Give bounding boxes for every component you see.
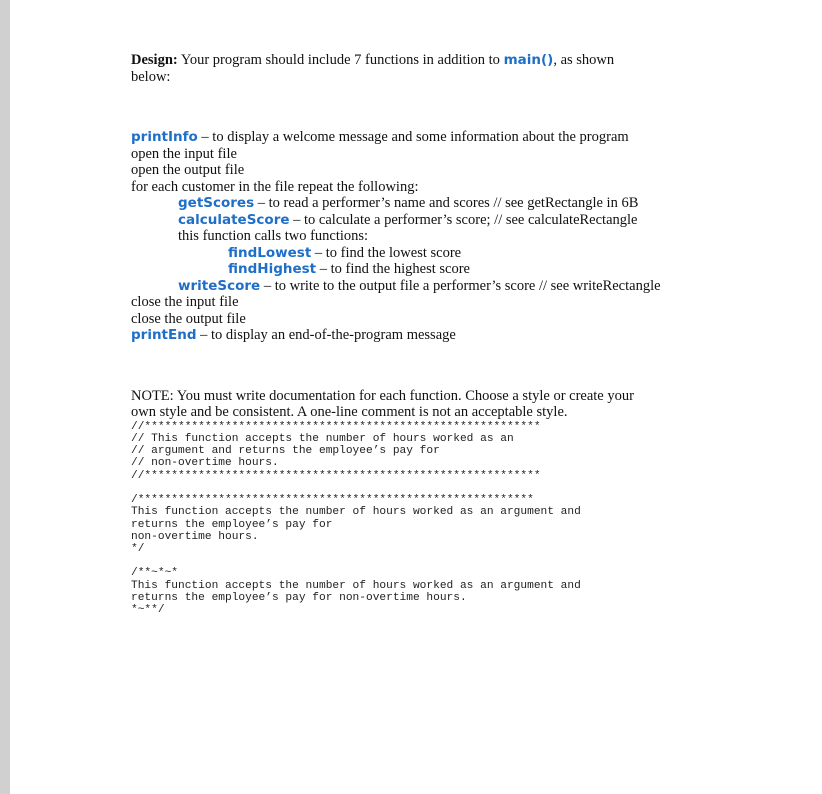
outline-findlowest [131, 245, 791, 262]
findhighest-name: findHighest [228, 261, 317, 277]
design-line-1 [131, 52, 791, 69]
main-function-name: main() [503, 52, 554, 68]
findlowest-desc: – to find the lowest score [311, 244, 462, 261]
spacer [131, 85, 791, 129]
spacer [131, 555, 791, 567]
design-line-2: below: [131, 68, 171, 85]
outline-printinfo [131, 129, 791, 146]
outline-close-input: close the input file [131, 294, 239, 310]
outline-close-output: close the output file [131, 310, 246, 327]
printinfo-desc: – to display a welcome message and some information about the program [197, 129, 629, 145]
writescore-name: writeScore [178, 277, 261, 294]
findhighest-desc: – to find the highest score [316, 261, 470, 277]
spacer [131, 344, 791, 388]
comment-example-2: /*********************************************************** This function accepts the number of hours worked as an argument and returns the employee’s pay for non-overtime hours. */ [131, 493, 581, 556]
left-margin-strip [0, 0, 10, 794]
outline-findhighest [131, 261, 791, 278]
document-page [131, 52, 791, 617]
outline-calculatescore [131, 212, 791, 229]
calculatescore-name: calculateScore [178, 211, 290, 228]
getscores-desc: – to read a performer’s name and scores // see getRectangle in 6B [254, 195, 639, 211]
printinfo-name: printInfo [131, 129, 198, 145]
spacer [131, 482, 791, 494]
outline-writescore [131, 278, 791, 295]
outline-open-output: open the output file [131, 162, 245, 178]
note-line-1: NOTE: You must write documentation for each function. Choose a style or create your [131, 387, 634, 404]
design-text-after: , as shown [553, 52, 615, 68]
design-text-before: Your program should include 7 functions in addition to [177, 52, 504, 68]
comment-example-1: //*********************************************************** // This function accepts the number of hours worked as an // argument and returns the employee’s pay for // non-overtime hours. //*********************************************************** [131, 420, 541, 482]
outline-calls-two: this function calls two functions: [178, 228, 369, 244]
comment-example-3: /**~*~* This function accepts the number of hours worked as an argument and returns the employee’s pay for non-overtime hours. *~**/ [131, 567, 581, 617]
note-line-2: own style and be consistent. A one-line comment is not an acceptable style. [131, 404, 568, 420]
outline-repeat: for each customer in the file repeat the following: [131, 178, 419, 195]
design-label: Design: [131, 52, 178, 68]
outline-open-input: open the input file [131, 145, 237, 162]
outline-printend [131, 327, 791, 344]
calculatescore-desc: – to calculate a performer’s score; // see calculateRectangle [289, 211, 638, 228]
getscores-name: getScores [178, 195, 255, 211]
printend-desc: – to display an end-of-the-program message [196, 327, 456, 343]
findlowest-name: findLowest [228, 244, 312, 261]
printend-name: printEnd [131, 327, 197, 343]
writescore-desc: – to write to the output file a performer’s score // see writeRectangle [260, 277, 661, 294]
outline-getscores [131, 195, 791, 212]
